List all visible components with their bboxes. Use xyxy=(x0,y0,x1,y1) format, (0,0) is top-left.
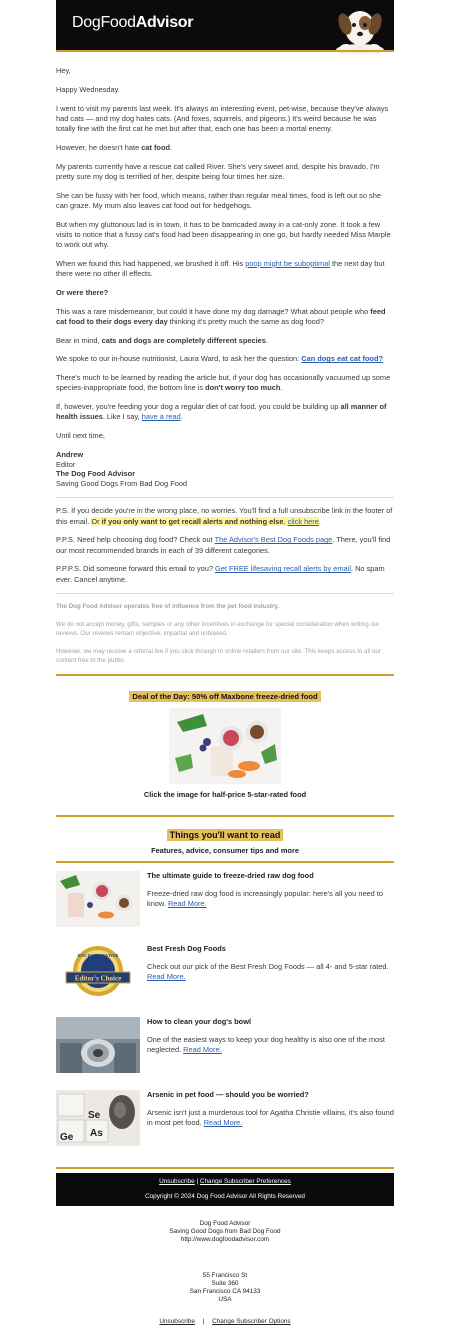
change-preferences-link[interactable]: Change Subscriber Preferences xyxy=(199,1178,291,1186)
things-section-header xyxy=(56,817,394,861)
footer-tagline: Saving Good Dogs from Bad Dog Food xyxy=(169,1228,281,1236)
change-subscriber-options-link[interactable]: Change Subscriber Options xyxy=(212,1318,291,1326)
paragraph-8: This was a rare misdemeanor, but could it have done my dog damage? What about people who feed cat food to their dogs every day thinking it's pretty much the same as dog food? xyxy=(56,306,386,326)
paragraph-12: If, however, you're feeding your dog a regular diet of cat food, you could be building up all manner of health issues. Like I say, have a read. xyxy=(56,402,387,422)
footer-url[interactable]: http://www.dogfoodadvisor.com xyxy=(180,1236,270,1244)
happy-wednesday: Happy Wednesday. xyxy=(56,84,120,94)
email-body xyxy=(56,52,394,665)
footer-address xyxy=(56,1272,394,1304)
paragraph-2: However, he doesn't hate cat food. xyxy=(56,142,173,152)
paragraph-3: My parents currently have a rescue cat called River. She's very sweet and, despite his bravado, I'm pretty sure my dog is terrified of her, despite being four times her size. xyxy=(56,161,380,181)
article-desc: Check out our pick of the Best Fresh Dog Foods — all 4- and 5-star rated. Read More. xyxy=(147,962,389,982)
article-title[interactable]: The ultimate guide to freeze-dried raw dog food xyxy=(147,871,314,881)
closing: Until next time, xyxy=(56,431,105,441)
signature xyxy=(56,450,394,488)
badge-ribbon-text: Editor's Choice xyxy=(74,974,122,983)
footer-bar: Unsubscribe | Change Subscriber Preferences Copyright © 2024 Dog Food Advisor All Rights Reserved xyxy=(56,1173,394,1206)
sig-role: Editor xyxy=(56,459,76,469)
gold-rule xyxy=(56,1167,394,1169)
things-title: Things you'll want to read xyxy=(167,829,284,841)
deal-caption[interactable]: Click the image for half-price 5-star-rated food xyxy=(143,790,307,800)
article-item xyxy=(56,944,394,1017)
paragraph-10: We spoke to our in-house nutritionist, Laura Ward, to ask her the question: Can dogs eat cat food? xyxy=(56,354,383,364)
footer-info xyxy=(56,1220,394,1244)
poop-link[interactable]: poop might be suboptimal xyxy=(245,258,330,268)
article-item xyxy=(56,1090,394,1163)
address-line: Suite 360 xyxy=(211,1280,239,1288)
address-line: 55 Francisco St xyxy=(202,1272,248,1280)
bottom-unsubscribe-link[interactable]: Unsubscribe xyxy=(159,1318,195,1326)
sig-tagline: Saving Good Dogs From Bad Dog Food xyxy=(56,478,188,488)
paragraph-5: But when my gluttonous lad is in town, it has to be barricaded away in a cat-only zone. It took a few visits to notice that a fussy cat's food had been disappearing in one go, but hardly needed Miss Marple to work out why. xyxy=(56,219,391,249)
element-ge: Ge xyxy=(60,1132,74,1144)
disclaimer-2: We do not accept money, gifts, samples or any other incentives in exchange for special consideration when writing our reviews. Our reviews remain objective, impartial and unbiased. xyxy=(56,621,380,638)
dog-bowl-thumbnail[interactable] xyxy=(56,1017,140,1073)
read-more-link[interactable]: Read More. xyxy=(183,1045,222,1055)
paragraph-1: I went to visit my parents last week. It's always an interesting event, pet-wise, because they've always had cats — and my dog hates cats. (And foxes, squirrels, and pigeons.) It's weird because he was totally fine with the first cat he met but after that, each one has been a mortal enemy. xyxy=(56,103,389,133)
divider xyxy=(56,497,394,498)
ps-1: P.S. If you decide you're in the wrong place, no worries. You'll find a full unsubscribe link in the footer of this email. Or if you only want to get recall alerts and nothing else, click here. xyxy=(56,506,393,526)
sig-name: Andrew xyxy=(56,449,84,459)
ps-2: P.P.S. Need help choosing dog food? Check out The Advisor's Best Dog Foods page. There, you'll find our most recommended brands in each of 39 different categories. xyxy=(56,535,391,555)
article-item xyxy=(56,1017,394,1090)
arsenic-periodic-thumbnail[interactable] xyxy=(56,1090,140,1146)
sig-org: The Dog Food Advisor xyxy=(56,469,135,479)
read-more-link[interactable]: Read More. xyxy=(167,899,207,909)
disclaimer-1: The Dog Food Advisor operates free of influence from the pet food industry. xyxy=(56,603,280,611)
deal-title: Deal of the Day: 50% off Maxbone freeze-dried food xyxy=(129,691,320,702)
read-more-link[interactable]: Read More. xyxy=(147,972,186,982)
paragraph-9: Bear in mind, cats and dogs are completely different species. xyxy=(56,335,268,345)
gold-rule xyxy=(56,861,394,863)
article-desc: Arsenic isn't just a murderous tool for Agatha Christie villains, it's also found in most pet food. Read More. xyxy=(147,1108,394,1128)
deal-image[interactable] xyxy=(169,708,281,784)
dogfoodadvisor-logo[interactable]: DogFoodAdvisor xyxy=(72,14,194,31)
ps-3: P.P.P.S. Did someone forward this email to you? Get FREE lifesaving recall alerts by email. No spam ever. Cancel anytime. xyxy=(56,564,385,584)
address-line: San Francisco CA 94133 xyxy=(189,1288,261,1296)
best-dog-foods-link[interactable]: The Advisor's Best Dog Foods page xyxy=(214,535,333,545)
greeting: Hey, xyxy=(56,66,71,75)
email-container xyxy=(56,0,394,1326)
article-desc: One of the easiest ways to keep your dog healthy is also one of the most neglected. Read More. xyxy=(147,1035,385,1055)
footer-org: Dog Food Advisor xyxy=(199,1220,251,1228)
address-line: USA xyxy=(218,1296,232,1304)
cat-food-article-link[interactable]: Can dogs eat cat food? xyxy=(301,354,383,364)
element-se: Se xyxy=(88,1110,101,1122)
divider xyxy=(56,593,394,594)
article-title[interactable]: Arsenic in pet food — should you be worried? xyxy=(147,1090,309,1100)
header-gold-rule xyxy=(56,50,394,52)
read-more-link[interactable]: Read More. xyxy=(203,1118,243,1128)
paragraph-4: She can be fussy with her food, which means, rather than regular meal times, food is left out so she can graze. My mum also leaves cat food out for hedgehogs. xyxy=(56,190,381,210)
editors-choice-badge[interactable] xyxy=(56,944,140,1000)
element-as: As xyxy=(90,1128,103,1140)
paragraph-6: When we found this had happened, we brushed it off. His poop might be suboptimal the next day but there were no other ill effects. xyxy=(56,258,385,278)
recall-alerts-link[interactable]: Get FREE lifesaving recall alerts by email xyxy=(215,564,351,574)
things-subtitle: Features, advice, consumer tips and more xyxy=(151,846,299,856)
badge-arc-text: DOG FOOD ADVISOR xyxy=(77,953,119,959)
disclaimer-3: However, we may receive a referral fee if you click through to online retailers from our site. This keeps access to all our content free to the public. xyxy=(56,648,381,665)
article-title[interactable]: Best Fresh Dog Foods xyxy=(147,944,226,954)
deal-of-day xyxy=(56,676,394,815)
copyright: Copyright © 2024 Dog Food Advisor All Rights Reserved xyxy=(145,1193,305,1201)
disclaimer xyxy=(56,602,394,665)
article-desc: Freeze-dried raw dog food is increasingly popular: here's all you need to know. Read More. xyxy=(147,889,383,909)
recall-only-link[interactable]: click here xyxy=(287,516,319,526)
paragraph-11: There's much to be learned by reading the article but, if your dog has occasionally vacuumed up some species-inappropriate food, the bottom line is don't worry too much. xyxy=(56,373,391,393)
email-header xyxy=(56,0,394,52)
article-title[interactable]: How to clean your dog's bowl xyxy=(147,1017,251,1027)
freeze-dried-thumbnail[interactable] xyxy=(56,871,140,927)
footer-bottom-links: Unsubscribe | Change Subscriber Options xyxy=(159,1318,291,1326)
article-item xyxy=(56,871,394,944)
unsubscribe-link[interactable]: Unsubscribe xyxy=(159,1178,195,1186)
paragraph-7: Or were there? xyxy=(56,287,109,297)
have-a-read-link[interactable]: have a read xyxy=(141,412,181,422)
puppy-image xyxy=(332,4,388,54)
